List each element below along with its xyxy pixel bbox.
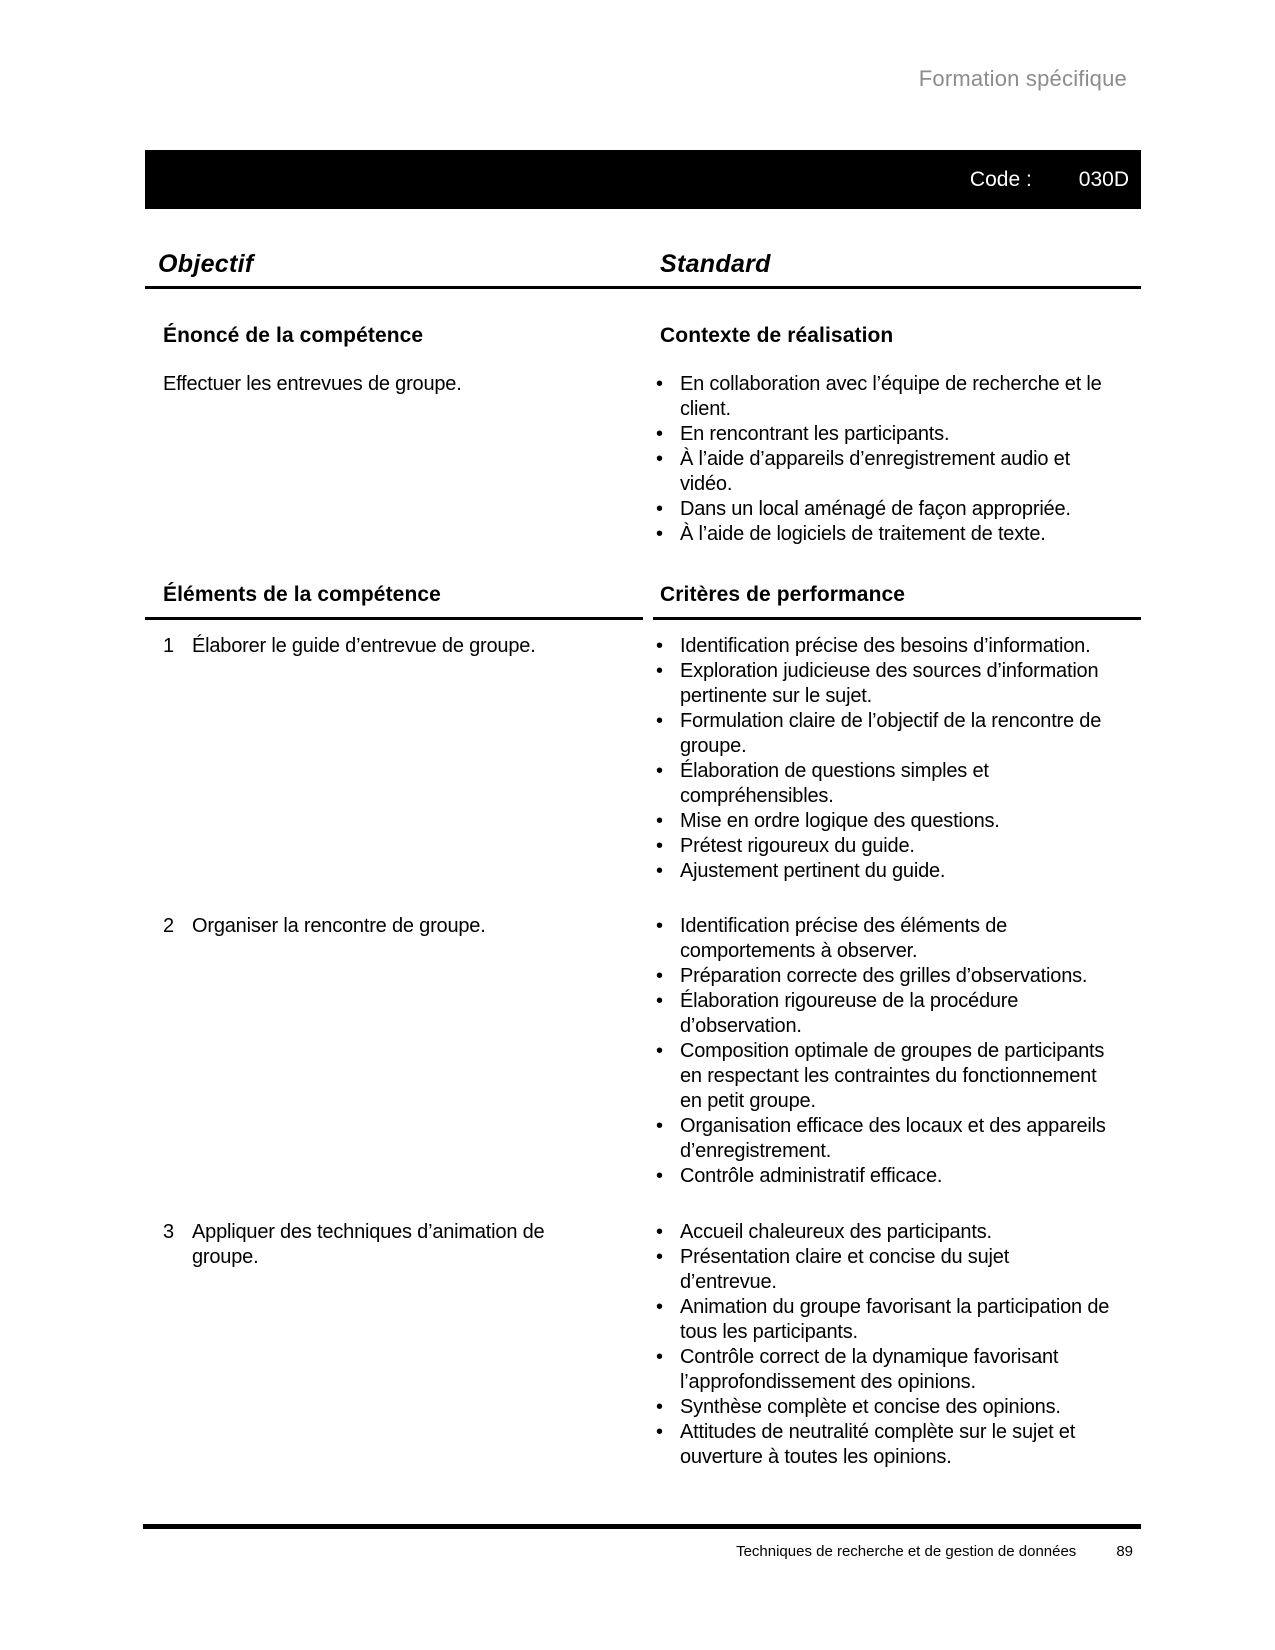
bullet-text: Animation du groupe favorisant la participation de tous les participants.	[680, 1296, 1110, 1343]
footer-text: Techniques de recherche et de gestion de données	[736, 1543, 1077, 1560]
bullet-item	[656, 422, 1111, 447]
bullet-icon: •	[656, 835, 663, 857]
bullet-text: Identification précise des besoins d’information.	[680, 635, 1091, 657]
element-number: 2	[163, 915, 175, 937]
bullet-text: Prétest rigoureux du guide.	[680, 835, 915, 857]
element-number: 1	[163, 635, 175, 657]
bullet-text: Organisation efficace des locaux et des appareils d’enregistrement.	[680, 1115, 1106, 1162]
criteria-bullets	[656, 634, 1111, 884]
bullet-item	[656, 1420, 1111, 1470]
objectif-title: Objectif	[158, 250, 254, 278]
bullet-item	[656, 1245, 1111, 1295]
bullet-item	[656, 809, 1111, 834]
bullet-icon: •	[656, 1165, 663, 1187]
bullet-text: Dans un local aménagé de façon appropriée.	[680, 498, 1071, 520]
criteria-list	[656, 634, 1111, 884]
footer-page-number: 89	[1116, 1543, 1133, 1560]
criteria-list	[656, 1220, 1111, 1470]
bullet-icon: •	[656, 1346, 663, 1368]
bullet-item	[656, 914, 1111, 964]
contexte-heading: Contexte de réalisation	[660, 324, 894, 347]
bullet-icon: •	[656, 498, 663, 520]
bullet-text: Composition optimale de groupes de participants en respectant les contraintes du fonctionnement en petit groupe.	[680, 1040, 1105, 1112]
enonce-body: Effectuer les entrevues de groupe.	[163, 373, 462, 395]
elements-heading: Éléments de la compétence	[163, 583, 441, 606]
standard-title: Standard	[660, 250, 771, 278]
bullet-item	[656, 447, 1111, 497]
criteria-list	[656, 914, 1111, 1189]
bullet-item	[656, 659, 1111, 709]
bullet-text: Synthèse complète et concise des opinions.	[680, 1396, 1061, 1418]
code-banner	[145, 150, 1141, 209]
bullet-item	[656, 522, 1111, 547]
bullet-item	[656, 634, 1111, 659]
bullet-icon: •	[656, 860, 663, 882]
bullet-icon: •	[656, 1421, 663, 1443]
bullet-item	[656, 989, 1111, 1039]
bullet-text: Élaboration rigoureuse de la procédure d’observation.	[680, 990, 1019, 1037]
bullet-item	[656, 1395, 1111, 1420]
element-label: Appliquer des techniques d’animation de groupe.	[192, 1221, 545, 1268]
header-rule	[145, 286, 1141, 289]
bullet-text: À l’aide d’appareils d’enregistrement audio et vidéo.	[680, 448, 1070, 495]
bullet-text: Accueil chaleureux des participants.	[680, 1221, 992, 1243]
context-list	[656, 372, 1111, 547]
bullet-icon: •	[656, 965, 663, 987]
enonce-heading: Énoncé de la compétence	[163, 324, 424, 347]
bullet-item	[656, 1295, 1111, 1345]
column-titles-row	[145, 250, 1141, 284]
bullet-item	[656, 1039, 1111, 1114]
element-label: Organiser la rencontre de groupe.	[192, 915, 486, 937]
bullet-text: Formulation claire de l’objectif de la rencontre de groupe.	[680, 710, 1102, 757]
bullet-icon: •	[656, 660, 663, 682]
bullet-item	[656, 759, 1111, 809]
criteres-heading: Critères de performance	[660, 583, 906, 606]
bullet-item	[656, 709, 1111, 759]
footer	[145, 1543, 1133, 1560]
bullet-icon: •	[656, 423, 663, 445]
bullet-item	[656, 859, 1111, 884]
bullet-icon: •	[656, 1296, 663, 1318]
bullet-text: Exploration judicieuse des sources d’information pertinente sur le sujet.	[680, 660, 1099, 707]
running-head: Formation spécifique	[918, 66, 1127, 91]
bullet-item	[656, 834, 1111, 859]
bullet-item	[656, 497, 1111, 522]
element-label: Élaborer le guide d’entrevue de groupe.	[192, 635, 536, 657]
bullet-text: Contrôle correct de la dynamique favorisant l’approfondissement des opinions.	[680, 1346, 1059, 1393]
bullet-item	[656, 372, 1111, 422]
bullet-text: À l’aide de logiciels de traitement de texte.	[680, 523, 1046, 545]
bullet-text: En rencontrant les participants.	[680, 423, 950, 445]
bullet-icon: •	[656, 448, 663, 470]
bullet-text: Présentation claire et concise du sujet d’entrevue.	[680, 1246, 1010, 1293]
bullet-text: Mise en ordre logique des questions.	[680, 810, 1000, 832]
criteria-bullets	[656, 1220, 1111, 1470]
element-number: 3	[163, 1221, 175, 1243]
code-value: 030D	[1078, 167, 1129, 191]
code-label: Code :	[969, 167, 1032, 191]
bullet-text: Identification précise des éléments de comportements à observer.	[680, 915, 1008, 962]
bullet-text: Attitudes de neutralité complète sur le sujet et ouverture à toutes les opinions.	[680, 1421, 1076, 1468]
bullet-icon: •	[656, 1115, 663, 1137]
bullet-item	[656, 1345, 1111, 1395]
bullet-icon: •	[656, 1040, 663, 1062]
criteria-bullets	[656, 914, 1111, 1189]
bullet-item	[656, 964, 1111, 989]
bullet-item	[656, 1164, 1111, 1189]
bullet-text: Ajustement pertinent du guide.	[680, 860, 946, 882]
bullet-icon: •	[656, 1221, 663, 1243]
context-bullets	[656, 372, 1111, 547]
bullet-icon: •	[656, 635, 663, 657]
elements-heading-rule	[145, 617, 643, 620]
footer-rule	[143, 1524, 1141, 1529]
bullet-item	[656, 1220, 1111, 1245]
criteres-heading-rule	[653, 617, 1141, 620]
bullet-icon: •	[656, 373, 663, 395]
bullet-icon: •	[656, 523, 663, 545]
bullet-text: Contrôle administratif efficace.	[680, 1165, 943, 1187]
bullet-icon: •	[656, 810, 663, 832]
bullet-icon: •	[656, 915, 663, 937]
bullet-text: En collaboration avec l’équipe de recherche et le client.	[680, 373, 1102, 420]
bullet-icon: •	[656, 710, 663, 732]
bullet-text: Élaboration de questions simples et compréhensibles.	[680, 760, 989, 807]
bullet-item	[656, 1114, 1111, 1164]
bullet-icon: •	[656, 990, 663, 1012]
bullet-icon: •	[656, 1396, 663, 1418]
bullet-icon: •	[656, 760, 663, 782]
bullet-icon: •	[656, 1246, 663, 1268]
bullet-text: Préparation correcte des grilles d’observations.	[680, 965, 1088, 987]
